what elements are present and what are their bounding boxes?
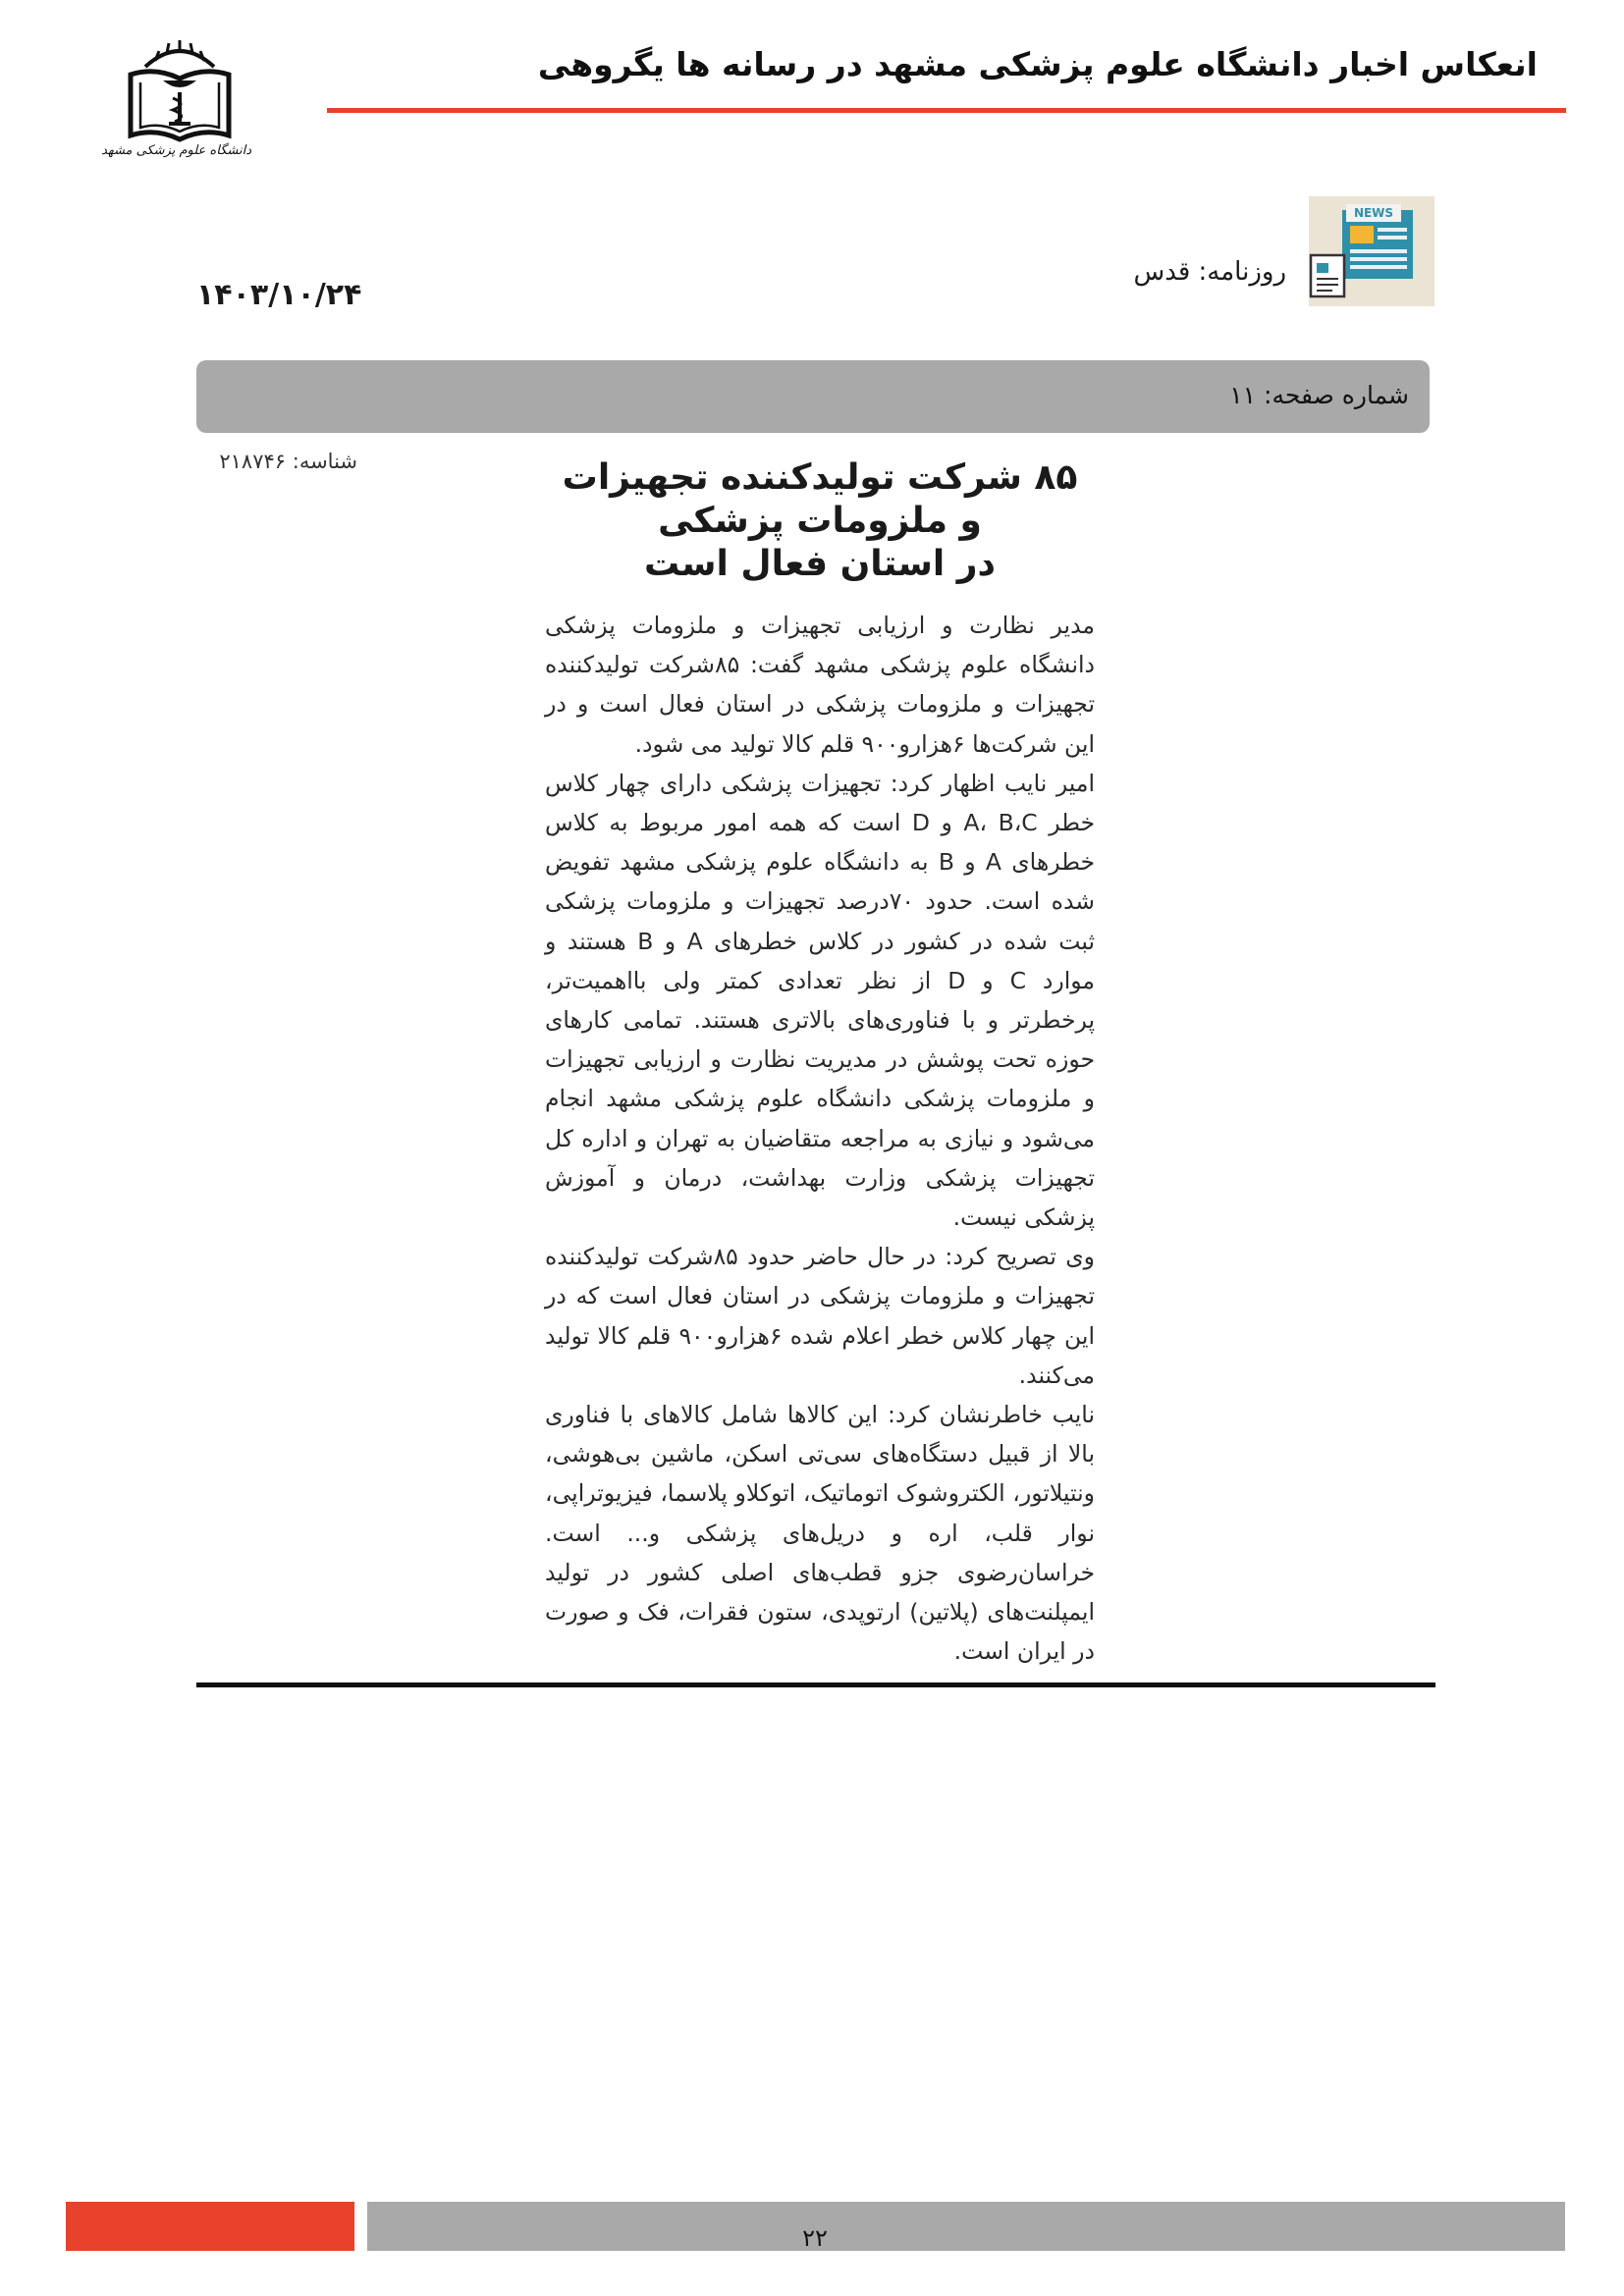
article-headline — [545, 456, 1095, 586]
header-divider — [327, 108, 1566, 113]
university-logo — [101, 37, 251, 165]
headline-line: و ملزومات پزشکی — [658, 501, 982, 541]
article-paragraph: نایب خاطرنشان کرد: این کالاها شامل کالاهای با فناوری بالا از قبیل دستگاه‌های سی‌تی اسکن، ماشین بی‌هوشی، ونتیلاتور، الکتروشوک اتوماتیک، اتوکلاو پلاسما، فیزیوتراپی، نوار قلب، اره و دریل‌های پزشکی و... است. خراسان‌رضوی جزو قطب‌های اصلی کشور در تولید ایمپلنت‌های (پلاتین) ارتوپدی، ستون فقرات، فک و صورت در ایران است. — [545, 1401, 1095, 1666]
article-end-divider — [196, 1682, 1435, 1687]
logo-caption: دانشگاه علوم پزشکی مشهد — [101, 143, 251, 158]
article-clipping — [545, 447, 1095, 1671]
newspaper-icon — [1309, 196, 1435, 306]
headline-line: در استان فعال است — [644, 544, 996, 584]
header-title: انعکاس اخبار دانشگاه علوم پزشکی مشهد در رسانه ها یگروهی — [537, 45, 1538, 83]
article-paragraph: وی تصریح کرد: در حال حاضر حدود ۸۵شرکت تولیدکننده تجهیزات و ملزومات پزشکی در استان فعال است که در این چهار کلاس خطر اعلام شده ۶هزارو۹۰۰ قلم کالا تولید می‌کنند. — [545, 1243, 1095, 1389]
page-number-bar — [196, 360, 1430, 433]
footer-bar — [367, 2202, 1565, 2251]
footer-accent-bar — [66, 2202, 354, 2251]
publication-date: ۱۴۰۳/۱۰/۲۴ — [196, 278, 362, 312]
headline-line: ۸۵ شرکت تولیدکننده تجهیزات — [562, 457, 1078, 498]
news-icon-label: NEWS — [1353, 206, 1394, 220]
article-paragraph: مدیر نظارت و ارزیابی تجهیزات و ملزومات پزشکی دانشگاه علوم پزشکی مشهد گفت: ۸۵شرکت تولیدکننده تجهیزات و ملزومات پزشکی در استان فعال است و در این شرکت‌ها ۶هزارو۹۰۰ قلم کالا تولید می شود. — [545, 612, 1095, 758]
article-paragraph: امیر نایب اظهار کرد: تجهیزات پزشکی دارای چهار کلاس خطر A، B،C و D است که همه امور مربوط به کلاس خطرهای A و B به دانشگاه علوم پزشکی مشهد تفویض شده است. حدود ۷۰درصد تجهیزات و ملزومات پزشکی ثبت شده در کشور در کلاس خطرهای A و B هستند و موارد C و D از نظر تعدادی کمتر ولی بااهمیت‌تر، پرخطرتر و با فناوری‌های بالاتری هستند. تمامی کارهای حوزه تحت پوشش در مدیریت نظارت و ارزیابی تجهیزات و ملزومات پزشکی دانشگاه علوم پزشکی مشهد انجام می‌شود و نیازی به مراجعه متقاضیان به تهران و اداره کل تجهیزات پزشکی وزارت بهداشت، درمان و آموزش پزشکی نیست. — [545, 769, 1096, 1232]
page-number-label: شماره صفحه: ۱۱ — [1229, 381, 1409, 409]
newspaper-name: روزنامه: قدس — [1133, 257, 1286, 287]
footer-page-number: ۲۲ — [802, 2224, 828, 2252]
document-id: شناسه: ۲۱۸۷۴۶ — [219, 450, 357, 473]
